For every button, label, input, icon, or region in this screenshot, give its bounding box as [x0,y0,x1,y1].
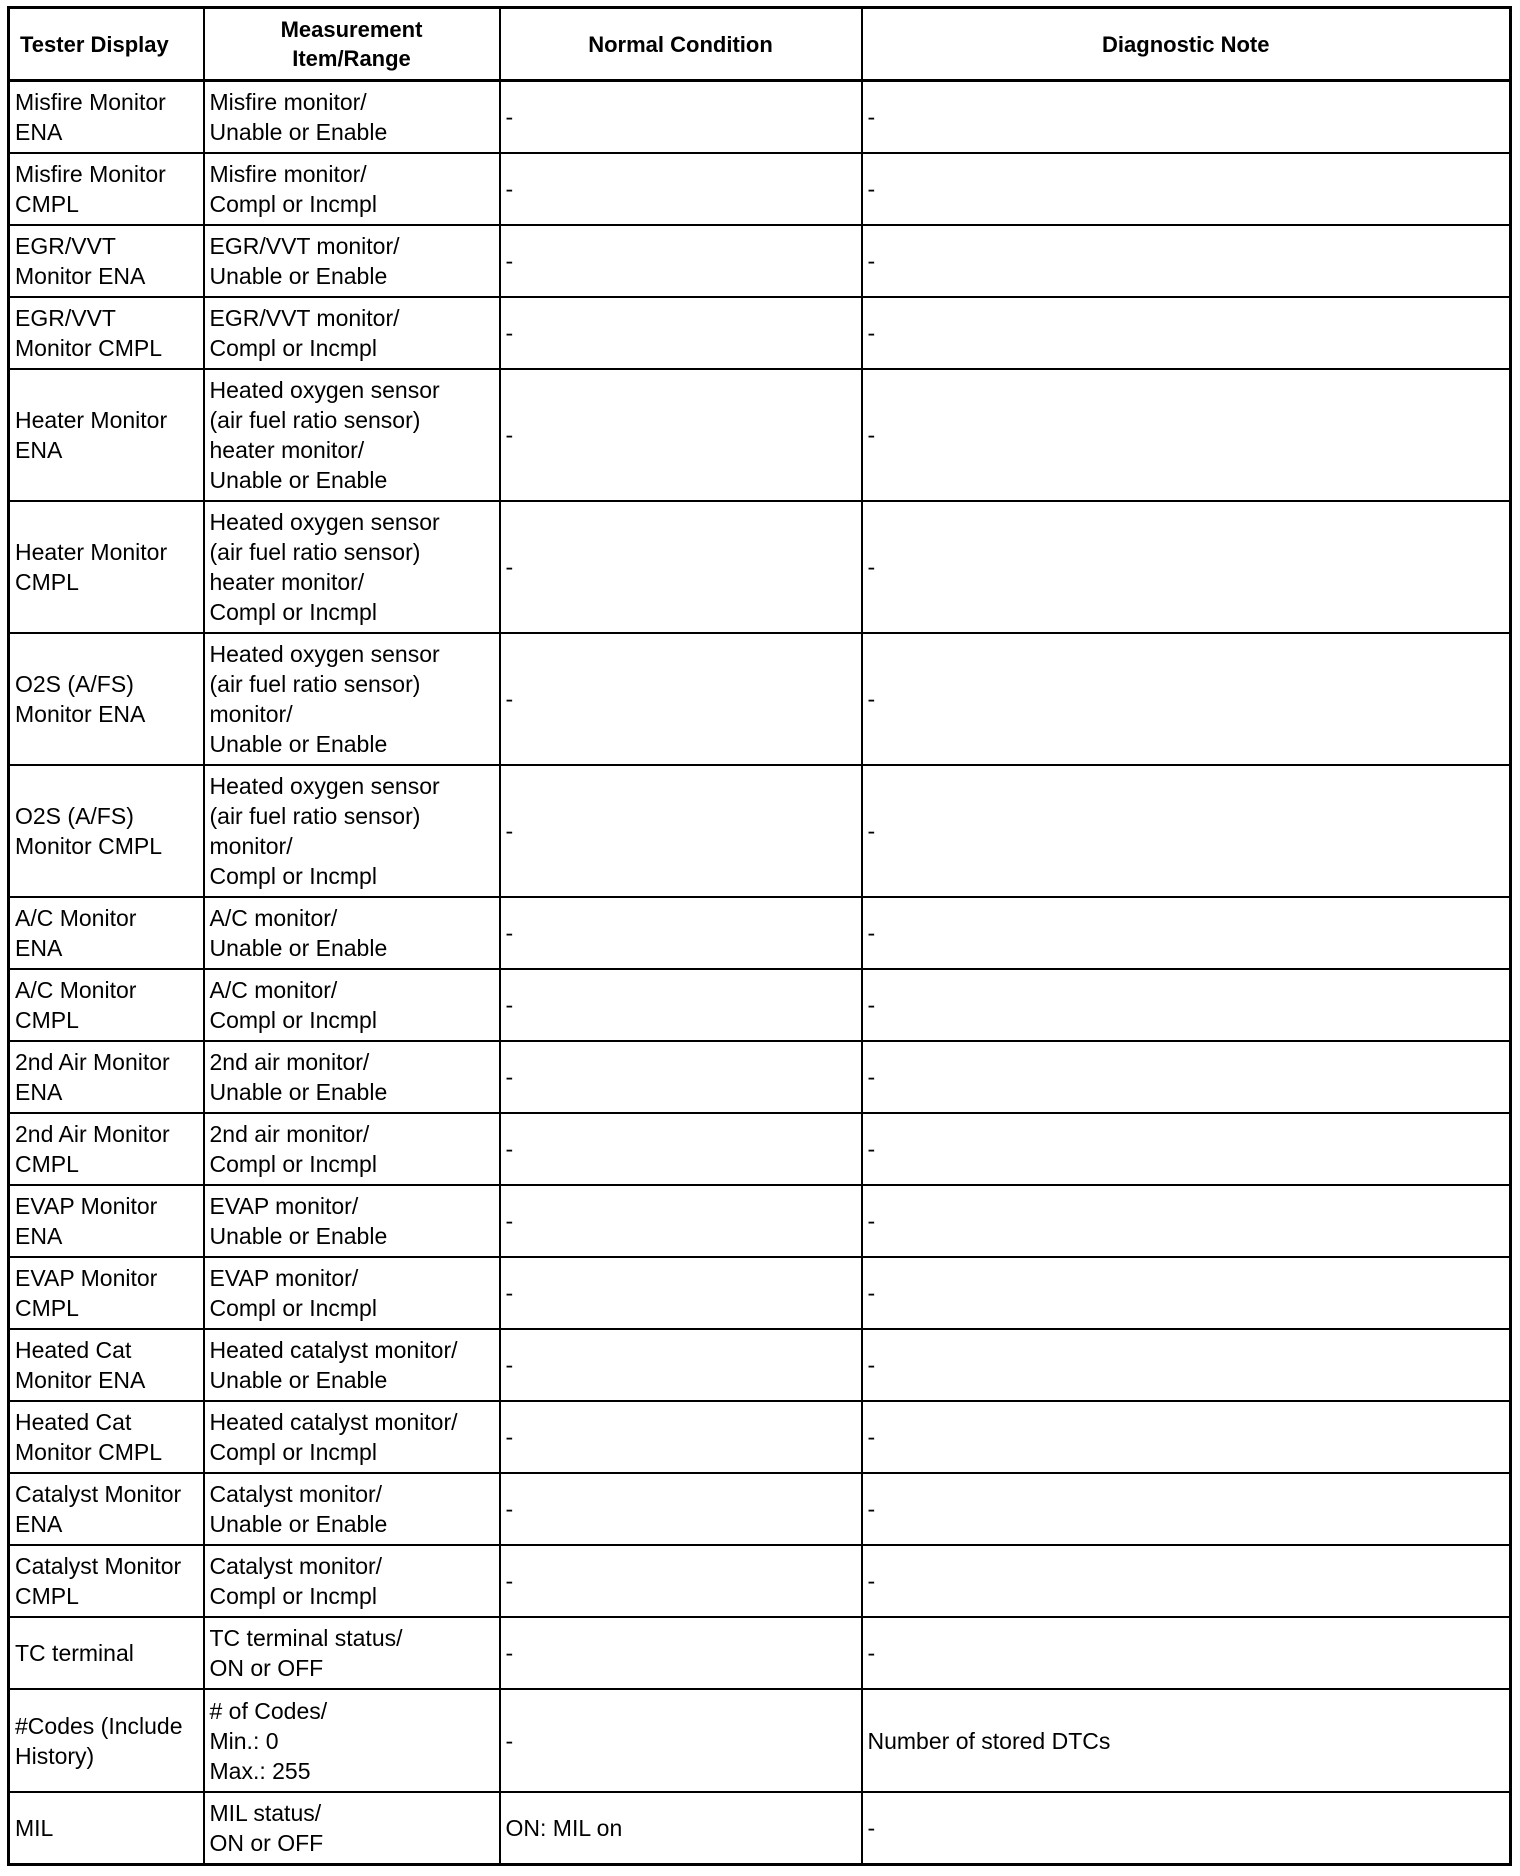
measurement-item-cell: Heated catalyst monitor/ Compl or Incmpl [204,1401,500,1473]
normal-condition-cell: - [500,1257,862,1329]
measurement-item-cell: 2nd air monitor/ Unable or Enable [204,1041,500,1113]
table-row [9,1113,1511,1185]
normal-condition-cell: ON: MIL on [500,1792,862,1865]
measurement-item-cell: Heated oxygen sensor (air fuel ratio sensor) monitor/ Compl or Incmpl [204,765,500,897]
diagnostic-note-cell: - [862,1792,1511,1865]
diagnostic-note-cell: - [862,1617,1511,1689]
diagnostic-note-cell: - [862,297,1511,369]
tester-display-cell: O2S (A/FS) Monitor CMPL [9,765,204,897]
diagnostic-note-cell: - [862,1401,1511,1473]
table-row [9,1792,1511,1865]
diagnostic-note-cell: - [862,81,1511,154]
diagnostic-note-cell: - [862,501,1511,633]
measurement-item-cell: EVAP monitor/ Unable or Enable [204,1185,500,1257]
table-row [9,1041,1511,1113]
table-row [9,297,1511,369]
normal-condition-cell: - [500,633,862,765]
measurement-item-cell: MIL status/ ON or OFF [204,1792,500,1865]
normal-condition-cell: - [500,501,862,633]
measurement-item-cell: Catalyst monitor/ Unable or Enable [204,1473,500,1545]
normal-condition-cell: - [500,1329,862,1401]
header-tester-display: Tester Display [9,8,204,81]
tester-display-cell: Catalyst Monitor ENA [9,1473,204,1545]
tester-display-cell: #Codes (Include History) [9,1689,204,1792]
tester-display-cell: O2S (A/FS) Monitor ENA [9,633,204,765]
header-diagnostic-note: Diagnostic Note [862,8,1511,81]
measurement-item-cell: EVAP monitor/ Compl or Incmpl [204,1257,500,1329]
tester-display-cell: Heater Monitor CMPL [9,501,204,633]
normal-condition-cell: - [500,765,862,897]
tester-display-cell: Misfire Monitor CMPL [9,153,204,225]
tester-display-cell: Heated Cat Monitor CMPL [9,1401,204,1473]
table-row [9,1257,1511,1329]
tester-display-cell: EVAP Monitor ENA [9,1185,204,1257]
diagnostic-note-cell: - [862,765,1511,897]
tester-display-cell: 2nd Air Monitor CMPL [9,1113,204,1185]
normal-condition-cell: - [500,297,862,369]
table-row [9,969,1511,1041]
table-row [9,897,1511,969]
normal-condition-cell: - [500,1041,862,1113]
diagnostic-note-cell: - [862,897,1511,969]
diagnostic-note-cell: - [862,633,1511,765]
tester-display-cell: Catalyst Monitor CMPL [9,1545,204,1617]
normal-condition-cell: - [500,1185,862,1257]
table-row [9,1185,1511,1257]
tester-display-cell: A/C Monitor ENA [9,897,204,969]
table-row [9,1473,1511,1545]
header-measurement-item-range: Measurement Item/Range [204,8,500,81]
diagnostic-note-cell: - [862,1041,1511,1113]
tester-display-cell: EGR/VVT Monitor ENA [9,225,204,297]
normal-condition-cell: - [500,969,862,1041]
normal-condition-cell: - [500,369,862,501]
table-row [9,369,1511,501]
table-row [9,1617,1511,1689]
measurement-item-cell: 2nd air monitor/ Compl or Incmpl [204,1113,500,1185]
diagnostic-note-cell: - [862,225,1511,297]
table-row [9,633,1511,765]
tester-display-cell: EGR/VVT Monitor CMPL [9,297,204,369]
tester-display-cell: A/C Monitor CMPL [9,969,204,1041]
tester-display-cell: Misfire Monitor ENA [9,81,204,154]
measurement-item-cell: EGR/VVT monitor/ Compl or Incmpl [204,297,500,369]
table-row [9,1545,1511,1617]
data-list-table [7,6,1512,1866]
normal-condition-cell: - [500,81,862,154]
tester-display-cell: Heated Cat Monitor ENA [9,1329,204,1401]
diagnostic-note-cell: - [862,1185,1511,1257]
table-row [9,1401,1511,1473]
measurement-item-cell: EGR/VVT monitor/ Unable or Enable [204,225,500,297]
table-row [9,765,1511,897]
normal-condition-cell: - [500,1113,862,1185]
normal-condition-cell: - [500,225,862,297]
measurement-item-cell: Catalyst monitor/ Compl or Incmpl [204,1545,500,1617]
diagnostic-note-cell: - [862,1545,1511,1617]
header-normal-condition: Normal Condition [500,8,862,81]
measurement-item-cell: # of Codes/ Min.: 0 Max.: 255 [204,1689,500,1792]
measurement-item-cell: Misfire monitor/ Unable or Enable [204,81,500,154]
measurement-item-cell: Heated oxygen sensor (air fuel ratio sensor) monitor/ Unable or Enable [204,633,500,765]
tester-display-cell: TC terminal [9,1617,204,1689]
tester-display-cell: MIL [9,1792,204,1865]
tester-display-cell: EVAP Monitor CMPL [9,1257,204,1329]
diagnostic-note-cell: - [862,969,1511,1041]
normal-condition-cell: - [500,1473,862,1545]
measurement-item-cell: A/C monitor/ Unable or Enable [204,897,500,969]
normal-condition-cell: - [500,1401,862,1473]
table-row [9,225,1511,297]
normal-condition-cell: - [500,153,862,225]
diagnostic-note-cell: - [862,153,1511,225]
table-row [9,501,1511,633]
measurement-item-cell: Misfire monitor/ Compl or Incmpl [204,153,500,225]
table-row [9,1689,1511,1792]
normal-condition-cell: - [500,1545,862,1617]
tester-display-cell: 2nd Air Monitor ENA [9,1041,204,1113]
measurement-item-cell: TC terminal status/ ON or OFF [204,1617,500,1689]
normal-condition-cell: - [500,897,862,969]
measurement-item-cell: Heated oxygen sensor (air fuel ratio sensor) heater monitor/ Unable or Enable [204,369,500,501]
normal-condition-cell: - [500,1689,862,1792]
table-row [9,81,1511,154]
diagnostic-note-cell: - [862,1257,1511,1329]
diagnostic-note-cell: - [862,1329,1511,1401]
measurement-item-cell: Heated catalyst monitor/ Unable or Enable [204,1329,500,1401]
diagnostic-note-cell: - [862,1113,1511,1185]
diagnostic-note-cell: - [862,1473,1511,1545]
diagnostic-note-cell: - [862,369,1511,501]
diagnostic-note-cell: Number of stored DTCs [862,1689,1511,1792]
table-row [9,153,1511,225]
measurement-item-cell: Heated oxygen sensor (air fuel ratio sensor) heater monitor/ Compl or Incmpl [204,501,500,633]
header-row [9,8,1511,81]
measurement-item-cell: A/C monitor/ Compl or Incmpl [204,969,500,1041]
normal-condition-cell: - [500,1617,862,1689]
table-row [9,1329,1511,1401]
tester-display-cell: Heater Monitor ENA [9,369,204,501]
